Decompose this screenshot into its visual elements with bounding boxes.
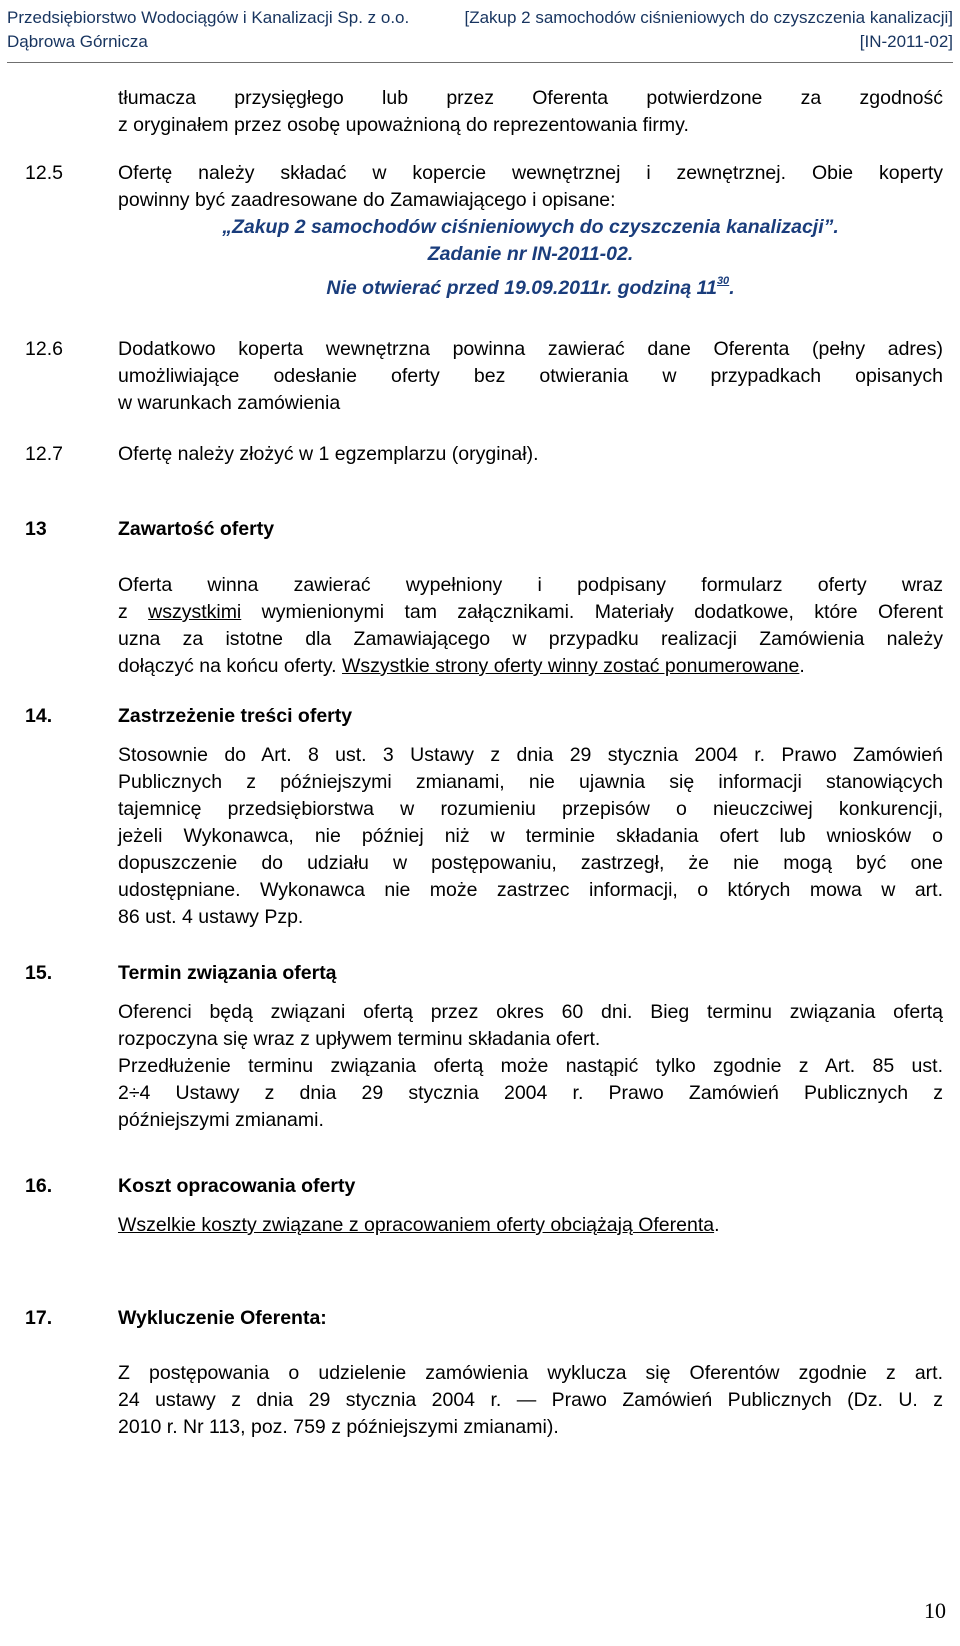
paragraph-line: dopuszczenie do udziału w postępowaniu, zastrzegł, że nie mogą być one (118, 852, 943, 874)
paragraph-line: Oferta winna zawierać wypełniony i podpisany formularz oferty wraz (118, 574, 943, 596)
paragraph-line: w warunkach zamówienia (118, 392, 341, 414)
paragraph-line: 2÷4 Ustawy z dnia 29 stycznia 2004 r. Prawo Zamówień Publicznych z (118, 1082, 943, 1104)
section-number: 12.7 (25, 443, 63, 465)
intro-line-2: z oryginałem przez osobę upoważnioną do reprezentowania firmy. (118, 114, 689, 136)
section-number: 16. (25, 1175, 53, 1197)
section-number: 17. (25, 1307, 53, 1329)
paragraph-line: Przedłużenie terminu związania ofertą może nastąpić tylko zgodnie z Art. 85 ust. (118, 1055, 943, 1077)
section-heading: Koszt opracowania oferty (118, 1175, 356, 1197)
paragraph-line: Publicznych z późniejszymi zmianami, nie ujawnia się informacji stanowiących (118, 771, 943, 793)
section-number: 12.6 (25, 338, 63, 360)
paragraph-line: jeżeli Wykonawca, nie później niż w terminie składania ofert lub wniosków o (118, 825, 943, 847)
paragraph-line: Ofertę należy złożyć w 1 egzemplarzu (oryginał). (118, 443, 539, 465)
company-name: Przedsiębiorstwo Wodociągów i Kanalizacji Sp. z o.o. (7, 8, 410, 27)
paragraph-line: Ofertę należy składać w kopercie wewnętrznej i zewnętrznej. Obie koperty (118, 162, 943, 184)
open-minutes: 30 (716, 275, 730, 287)
envelope-task: Zadanie nr IN-2011-02. (427, 243, 634, 265)
paragraph-line: późniejszymi zmianami. (118, 1109, 324, 1131)
envelope-open-date: Nie otwierać przed 19.09.2011r. godziną $11^{30}$. (326, 275, 735, 299)
envelope-title: „Zakup 2 samochodów ciśnieniowych do czyszczenia kanalizacji”. (222, 216, 839, 238)
paragraph-line: umożliwiające odesłanie oferty bez otwierania w przypadkach opisanych (118, 365, 943, 387)
paragraph-line: tajemnicę przedsiębiorstwa w rozumieniu przepisów o nieuczciwej konkurencji, (118, 798, 943, 820)
section-heading: Wykluczenie Oferenta: (118, 1307, 327, 1329)
paragraph-line: dołączyć na końcu oferty. Wszystkie strony oferty winny zostać ponumerowane. (118, 655, 805, 677)
section-number: 14. (25, 705, 53, 727)
intro-line-1: tłumacza przysięgłego lub przez Oferenta potwierdzone za zgodność (118, 87, 943, 109)
paragraph-line: z wszystkimi wymienionymi tam załącznikami. Materiały dodatkowe, które Oferent (118, 601, 943, 623)
section-number: 13 (25, 518, 47, 540)
paragraph-line: Z postępowania o udzielenie zamówienia wyklucza się Oferentów zgodnie z art. (118, 1362, 943, 1384)
section-heading: Termin związania ofertą (118, 962, 337, 984)
section-number: 12.5 (25, 162, 63, 184)
tender-title: [Zakup 2 samochodów ciśnieniowych do czyszczenia kanalizacji] (464, 8, 953, 27)
paragraph-line: powinny być zaadresowane do Zamawiającego i opisane: (118, 189, 616, 211)
company-city: Dąbrowa Górnicza (7, 32, 148, 51)
paragraph-line: Oferenci będą związani ofertą przez okres 60 dni. Bieg terminu związania ofertą (118, 1001, 943, 1023)
section-number: 15. (25, 962, 53, 984)
header-right (464, 6, 953, 54)
paragraph-line: Stosownie do Art. 8 ust. 3 Ustawy z dnia 29 stycznia 2004 r. Prawo Zamówień (118, 744, 943, 766)
paragraph-line: udostępniane. Wykonawca nie może zastrzec informacji, o których mowa w art. (118, 879, 943, 901)
section-heading: Zawartość oferty (118, 518, 275, 540)
paragraph-line: Wszelkie koszty związane z opracowaniem oferty obciążają Oferenta. (118, 1214, 720, 1236)
section-heading: Zastrzeżenie treści oferty (118, 705, 353, 727)
paragraph-line: uzna za istotne dla Zamawiającego w przypadku realizacji Zamówienia należy (118, 628, 943, 650)
page-header (7, 6, 953, 63)
header-left (7, 6, 409, 54)
paragraph-line: 2010 r. Nr 113, poz. 759 z późniejszymi zmianami). (118, 1416, 559, 1438)
paragraph-line: 86 ust. 4 ustawy Pzp. (118, 906, 304, 928)
paragraph-line: rozpoczyna się wraz z upływem terminu składania ofert. (118, 1028, 601, 1050)
paragraph-line: 24 ustawy z dnia 29 stycznia 2004 r. — Prawo Zamówień Publicznych (Dz. U. z (118, 1389, 943, 1411)
paragraph-line: Dodatkowo koperta wewnętrzna powinna zawierać dane Oferenta (pełny adres) (118, 338, 943, 360)
page-number: 10 (924, 1598, 946, 1623)
tender-code: [IN-2011-02] (859, 32, 953, 51)
